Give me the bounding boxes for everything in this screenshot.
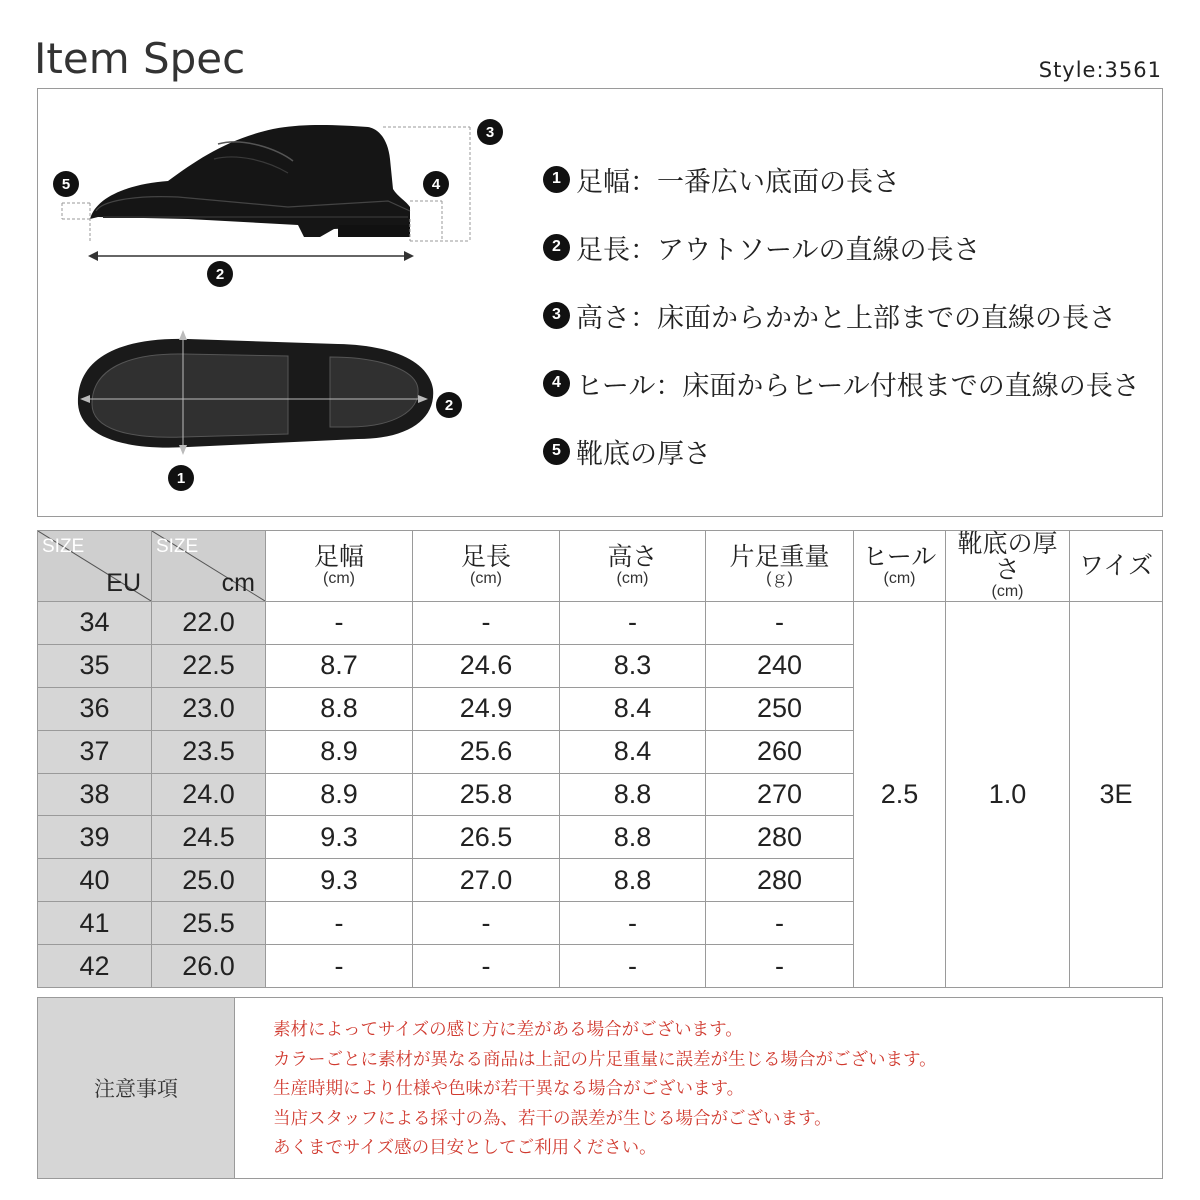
shoe-diagram bbox=[38, 89, 518, 516]
badge-2-sole: 2 bbox=[444, 397, 454, 414]
page-title: Item Spec bbox=[34, 34, 246, 83]
cell-length: 25.8 bbox=[413, 773, 560, 816]
cell-eu: 37 bbox=[38, 730, 152, 773]
cell-cm: 22.0 bbox=[152, 602, 266, 645]
legend-item bbox=[543, 349, 1140, 417]
header-weight: 片足重量 (ｇ) bbox=[706, 531, 854, 602]
cell-height: - bbox=[560, 602, 706, 645]
length-arrow bbox=[88, 251, 414, 261]
legend-number: 1 bbox=[543, 166, 570, 193]
cell-weight: 280 bbox=[706, 859, 854, 902]
legend-number: 5 bbox=[543, 438, 570, 465]
header-height: 高さ (cm) bbox=[560, 531, 706, 602]
cell-width: - bbox=[266, 602, 413, 645]
cell-eu: 38 bbox=[38, 773, 152, 816]
note-line: カラーごとに素材が異なる商品は上記の片足重量に誤差が生じる場合がございます。 bbox=[273, 1049, 937, 1070]
cell-length: 24.9 bbox=[413, 687, 560, 730]
cell-height: 8.8 bbox=[560, 773, 706, 816]
size-table bbox=[37, 530, 1163, 988]
cell-length: - bbox=[413, 902, 560, 945]
cell-height: 8.8 bbox=[560, 859, 706, 902]
notes-box bbox=[37, 997, 1163, 1179]
header-sole: 靴底の厚さ (cm) bbox=[946, 531, 1070, 602]
cell-weight: - bbox=[706, 602, 854, 645]
header-heel: ヒール (cm) bbox=[854, 531, 946, 602]
note-line: 当店スタッフによる採寸の為、若干の誤差が生じる場合がございます。 bbox=[273, 1108, 832, 1129]
style-code: Style:3561 bbox=[1038, 58, 1162, 82]
cell-cm: 22.5 bbox=[152, 644, 266, 687]
cell-cm: 23.5 bbox=[152, 730, 266, 773]
cell-heel: 2.5 bbox=[854, 602, 946, 988]
cell-cm: 24.0 bbox=[152, 773, 266, 816]
cell-width: 8.9 bbox=[266, 730, 413, 773]
cell-width: - bbox=[266, 902, 413, 945]
note-line: 生産時期により仕様や色味が若干異なる場合がございます。 bbox=[273, 1079, 745, 1099]
cell-weight: 260 bbox=[706, 730, 854, 773]
cell-cm: 23.0 bbox=[152, 687, 266, 730]
cell-width: - bbox=[266, 945, 413, 988]
legend-item bbox=[543, 281, 1140, 349]
cell-eu: 40 bbox=[38, 859, 152, 902]
cell-length: 26.5 bbox=[413, 816, 560, 859]
note-line: あくまでサイズ感の目安としてご利用ください。 bbox=[273, 1138, 657, 1158]
cell-length: 25.6 bbox=[413, 730, 560, 773]
cell-width: 9.3 bbox=[266, 859, 413, 902]
shoe-sole-view bbox=[78, 330, 433, 455]
header-size-cm bbox=[152, 531, 266, 602]
cell-length: 24.6 bbox=[413, 644, 560, 687]
cell-height: 8.3 bbox=[560, 644, 706, 687]
spec-diagram-box bbox=[37, 88, 1163, 517]
cell-height: 8.4 bbox=[560, 687, 706, 730]
cell-height: 8.4 bbox=[560, 730, 706, 773]
cell-cm: 25.5 bbox=[152, 902, 266, 945]
cell-weight: - bbox=[706, 945, 854, 988]
legend-text: 靴底の厚さ bbox=[576, 438, 711, 470]
header-size-eu bbox=[38, 531, 152, 602]
legend-text: 足長：アウトソールの直線の長さ bbox=[576, 234, 981, 266]
badge-3: 3 bbox=[485, 124, 495, 141]
cell-wise: 3E bbox=[1070, 602, 1163, 988]
legend-text: 高さ：床面からかかと上部までの直線の長さ bbox=[576, 302, 1116, 334]
header-cm-label: cm bbox=[221, 569, 255, 597]
badge-2-top: 2 bbox=[215, 266, 225, 283]
cell-length: 27.0 bbox=[413, 859, 560, 902]
notes-label: 注意事項 bbox=[38, 998, 235, 1178]
header-wise: ワイズ bbox=[1070, 531, 1163, 602]
cell-weight: 280 bbox=[706, 816, 854, 859]
legend-text: ヒール：床面からヒール付根までの直線の長さ bbox=[576, 370, 1140, 402]
cell-height: 8.8 bbox=[560, 816, 706, 859]
cell-eu: 36 bbox=[38, 687, 152, 730]
header-length: 足長 (cm) bbox=[413, 531, 560, 602]
legend-number: 4 bbox=[543, 370, 570, 397]
header-size-label: SIZE bbox=[156, 536, 199, 557]
legend-item bbox=[543, 145, 1140, 213]
cell-eu: 41 bbox=[38, 902, 152, 945]
cell-width: 9.3 bbox=[266, 816, 413, 859]
header-size-label: SIZE bbox=[42, 536, 85, 557]
legend-number: 3 bbox=[543, 302, 570, 329]
cell-eu: 39 bbox=[38, 816, 152, 859]
cell-cm: 26.0 bbox=[152, 945, 266, 988]
badge-1-sole: 1 bbox=[176, 470, 186, 487]
cell-weight: 270 bbox=[706, 773, 854, 816]
shoe-side-view bbox=[90, 125, 410, 237]
note-line: 素材によってサイズの感じ方に差がある場合がございます。 bbox=[273, 1020, 743, 1040]
cell-length: - bbox=[413, 602, 560, 645]
legend-item bbox=[543, 417, 1140, 485]
header-width: 足幅 (cm) bbox=[266, 531, 413, 602]
notes-body bbox=[235, 998, 937, 1178]
cell-eu: 35 bbox=[38, 644, 152, 687]
cell-eu: 34 bbox=[38, 602, 152, 645]
cell-weight: 240 bbox=[706, 644, 854, 687]
cell-cm: 24.5 bbox=[152, 816, 266, 859]
legend-number: 2 bbox=[543, 234, 570, 261]
cell-eu: 42 bbox=[38, 945, 152, 988]
cell-height: - bbox=[560, 902, 706, 945]
cell-height: - bbox=[560, 945, 706, 988]
legend-text: 足幅：一番広い底面の長さ bbox=[576, 166, 900, 198]
badge-4: 4 bbox=[431, 176, 441, 193]
table-row bbox=[38, 602, 1163, 645]
cell-width: 8.9 bbox=[266, 773, 413, 816]
cell-length: - bbox=[413, 945, 560, 988]
cell-cm: 25.0 bbox=[152, 859, 266, 902]
cell-width: 8.7 bbox=[266, 644, 413, 687]
cell-width: 8.8 bbox=[266, 687, 413, 730]
measurement-legend bbox=[543, 145, 1140, 485]
header-eu-label: EU bbox=[106, 569, 141, 597]
cell-weight: - bbox=[706, 902, 854, 945]
legend-item bbox=[543, 213, 1140, 281]
badge-5: 5 bbox=[61, 176, 71, 193]
cell-weight: 250 bbox=[706, 687, 854, 730]
cell-sole-thickness: 1.0 bbox=[946, 602, 1070, 988]
